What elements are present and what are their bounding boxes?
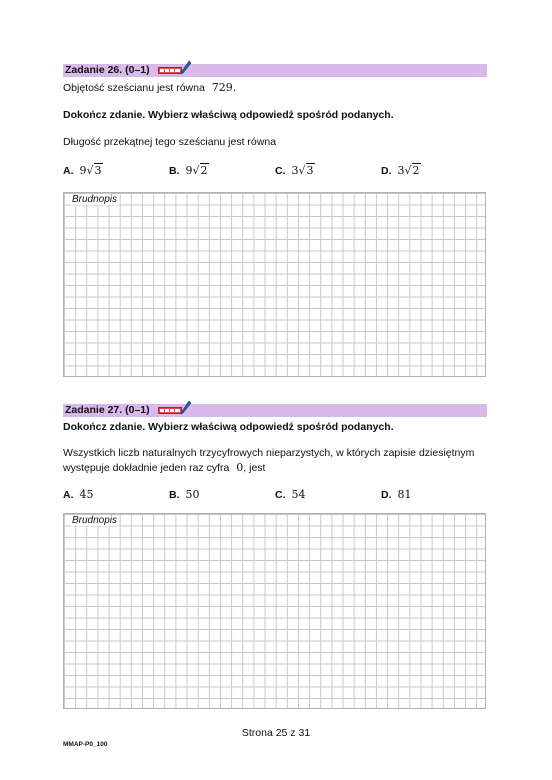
draft-grid[interactable] (63, 513, 486, 709)
answer-c[interactable]: C. 3√3 (275, 164, 314, 177)
answer-d[interactable]: D. 3√2 (381, 164, 420, 177)
task-question-line2: występuje dokładnie jeden raz cyfra 0, jest (63, 461, 266, 474)
sqrt-symbol: √ (404, 164, 412, 177)
task-header-bar (63, 64, 487, 77)
intro-value: 729. (211, 81, 237, 94)
draft-label: Brudnopis (72, 194, 118, 205)
task-instruction: Dokończ zdanie. Wybierz właściwą odpowiedź spośród podanych. (63, 109, 394, 121)
task-question-line1: Wszystkich liczb naturalnych trzycyfrowych nieparzystych, w których zapisie dziesiętnym (63, 447, 475, 459)
task-intro: Objętość sześcianu jest równa 729. (63, 81, 237, 94)
answer-a[interactable]: A. 9√3 (63, 164, 102, 177)
task-title: Zadanie 27. (0–1) (65, 404, 150, 416)
document-code: MMAP-P0_100 (63, 741, 108, 748)
draft-grid[interactable] (63, 192, 486, 377)
answer-d[interactable]: D. 81 (381, 488, 412, 501)
task-question: Długość przekątnej tego sześcianu jest równa (63, 136, 277, 148)
pencil-icon (180, 400, 192, 416)
marks-boxes-icon (158, 64, 192, 77)
task-26 (63, 64, 487, 205)
task-title: Zadanie 26. (0–1) (65, 64, 150, 76)
digit-value: 0 (236, 461, 244, 474)
draft-label: Brudnopis (72, 515, 118, 526)
marks-boxes-icon (158, 404, 192, 417)
task-header-bar (63, 404, 487, 417)
answer-a[interactable]: A. 45 (63, 488, 94, 501)
page-number: Strona 25 z 31 (241, 727, 311, 739)
answer-b[interactable]: B. 50 (169, 488, 200, 501)
answer-c[interactable]: C. 54 (275, 488, 306, 501)
task-27 (63, 404, 487, 526)
task-instruction: Dokończ zdanie. Wybierz właściwą odpowiedź spośród podanych. (63, 421, 394, 433)
sqrt-symbol: √ (86, 164, 94, 177)
sqrt-symbol: √ (192, 164, 200, 177)
pencil-icon (180, 60, 192, 76)
answer-b[interactable]: B. 9√2 (169, 164, 208, 177)
sqrt-symbol: √ (298, 164, 306, 177)
